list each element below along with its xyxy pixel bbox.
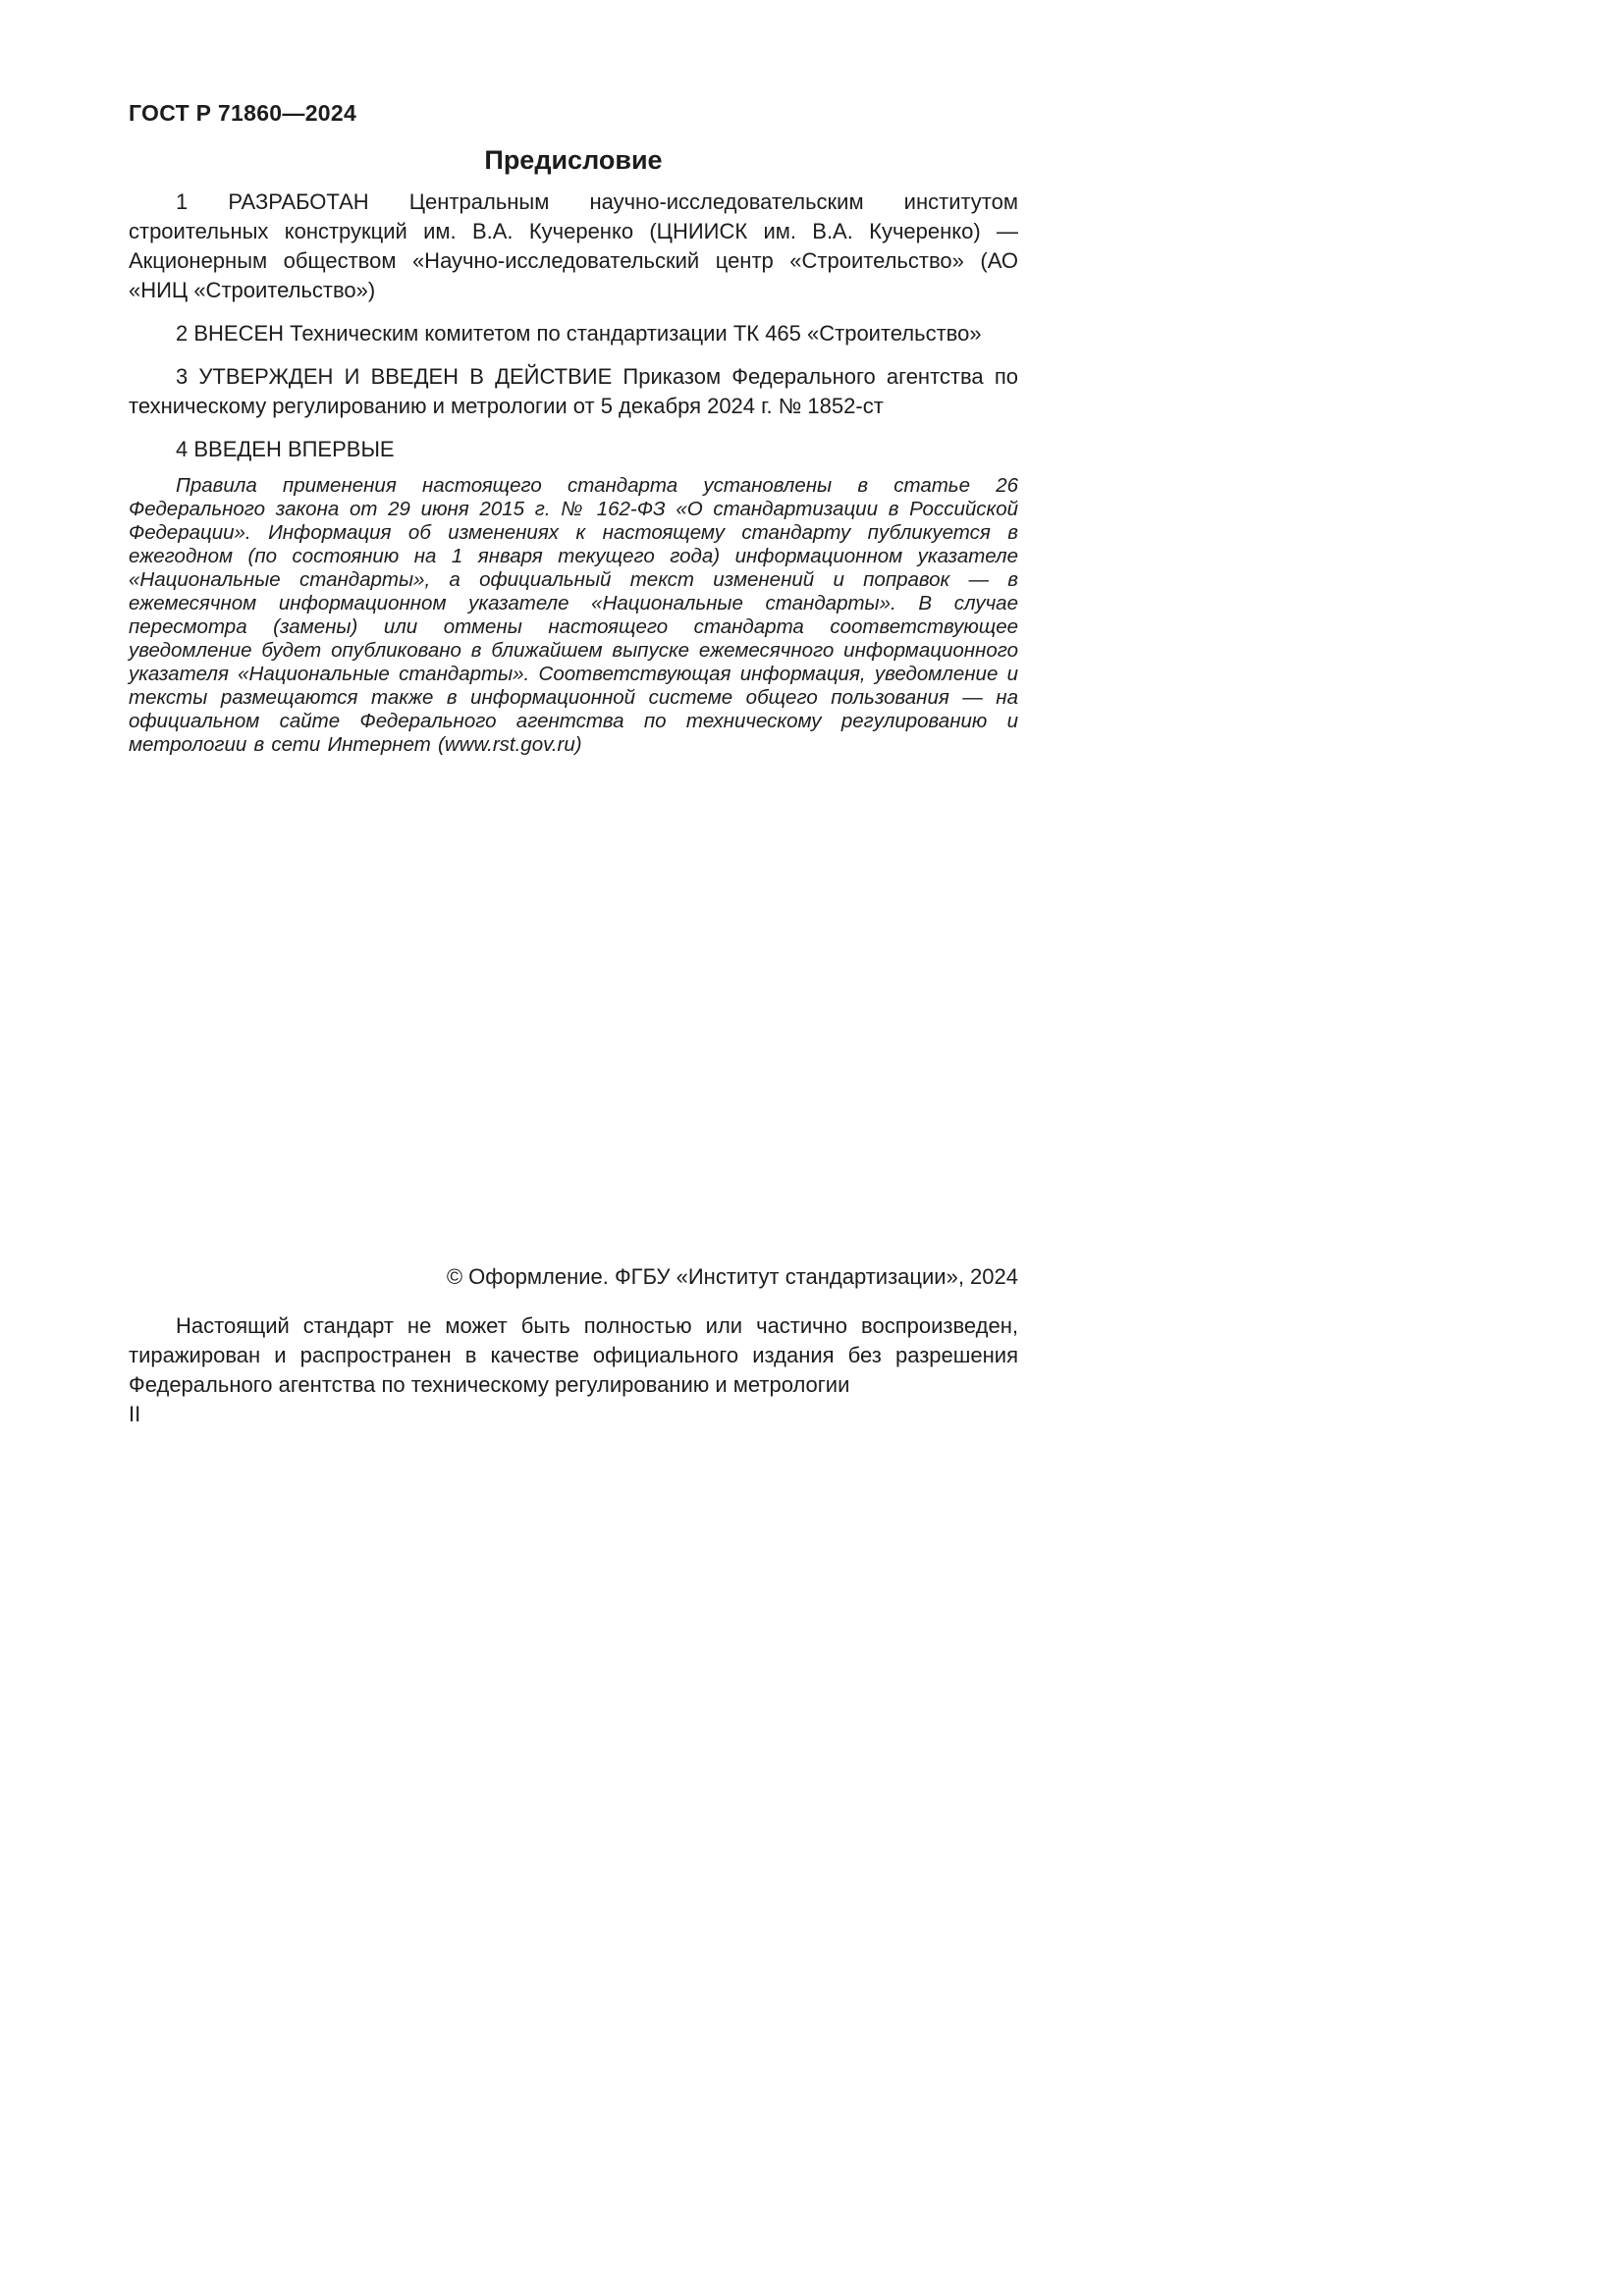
legal-notice: Правила применения настоящего стандарта установлены в статье 26 Федерального закона от 29 июня 2015 г. № 162-ФЗ «О стандартизации в Российской Федерации». Информация об изменениях к настоящему стандарту публикуется в ежегодном (по состоянию на 1 января текущего года) информационном указателе «Национальные стандарты», а официальный текст изменений и поправок — в ежемесячном информационном указателе «Национальные стандарты». В случае пересмотра (замены) или отмены настоящего стандарта соответствующее уведомление будет опубликовано в ближайшем выпуске ежемесячного информационного указателя «Национальные стандарты». Соответствующая информация, уведомление и тексты размещаются также в информационной системе общего пользования — на официальном сайте Федерального агентства по техническому регулированию и метрологии в сети Интернет (www.rst.gov.ru) <box>129 474 1018 756</box>
copyright-line: © Оформление. ФГБУ «Институт стандартизации», 2024 <box>446 1264 1018 1289</box>
foreword-item-3: 3 УТВЕРЖДЕН И ВВЕДЕН В ДЕЙСТВИЕ Приказом Федерального агентства по техническому регулированию и метрологии от 5 декабря 2024 г. № 1852-ст <box>129 364 1018 418</box>
reproduction-notice: Настоящий стандарт не может быть полностью или частично воспроизведен, тиражирован и распространен в качестве официального издания без разрешения Федерального агентства по техническому регулированию и метрологии <box>129 1313 1018 1397</box>
page-title: Предисловие <box>484 145 663 175</box>
foreword-section <box>129 187 1018 478</box>
foreword-item-1: 1 РАЗРАБОТАН Центральным научно-исследовательским институтом строительных конструкций им. В.А. Кучеренко (ЦНИИСК им. В.А. Кучеренко) — Акционерным обществом «Научно-исследовательский центр «Строительство» (АО «НИЦ «Строительство») <box>129 189 1018 302</box>
foreword-item-2: 2 ВНЕСЕН Техническим комитетом по стандартизации ТК 465 «Строительство» <box>176 321 982 346</box>
foreword-item-4: 4 ВВЕДЕН ВПЕРВЫЕ <box>176 437 395 461</box>
document-code: ГОСТ Р 71860—2024 <box>129 100 357 126</box>
page-number: II <box>129 1402 141 1426</box>
